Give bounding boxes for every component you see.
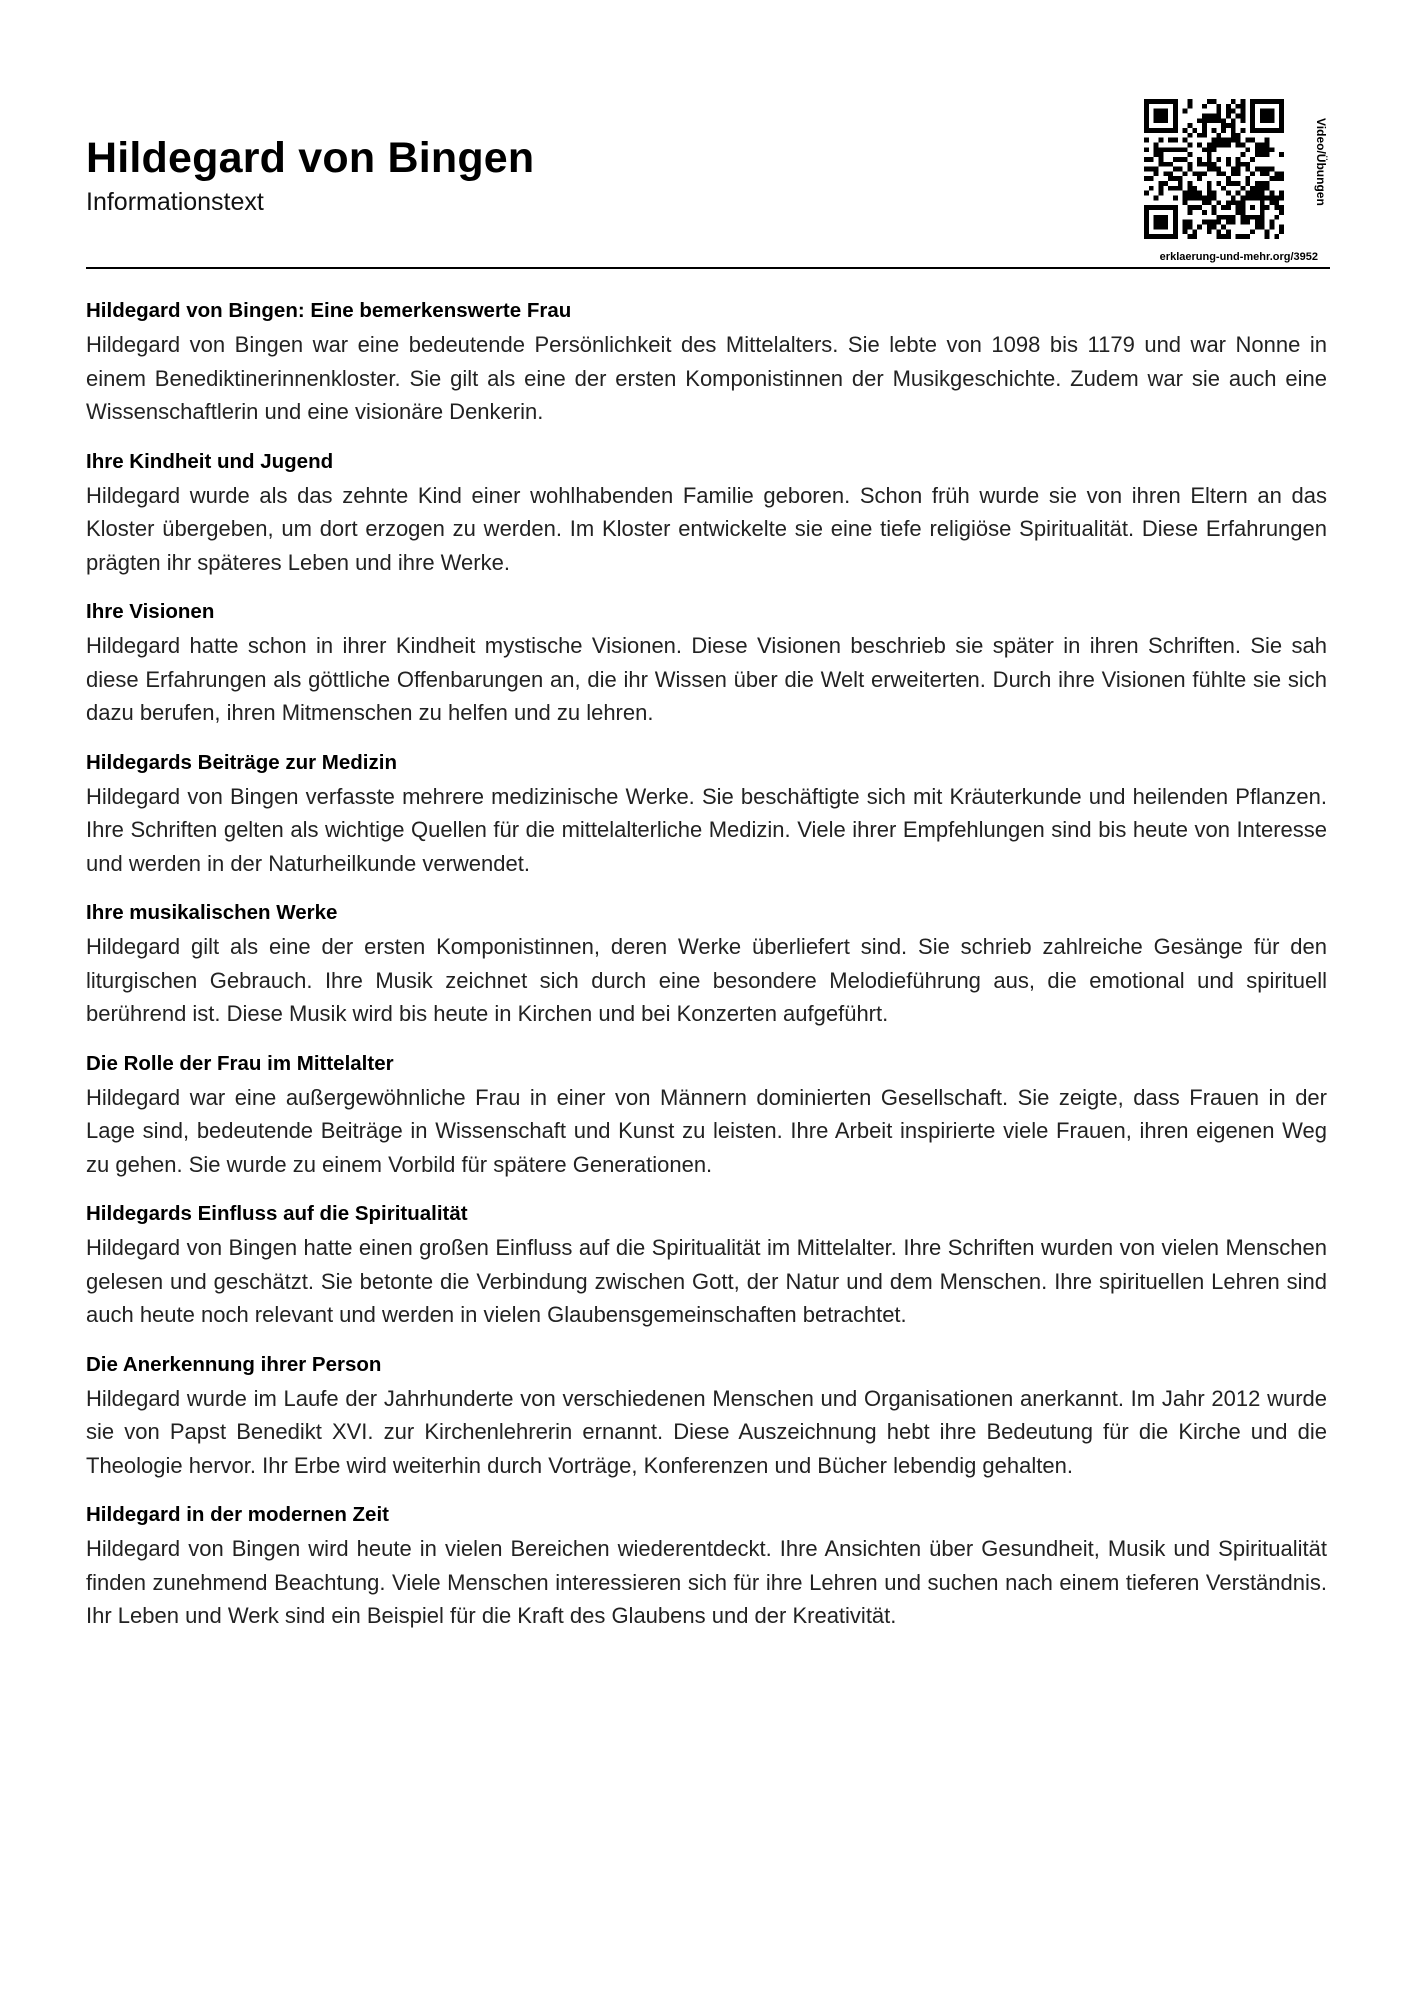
- section: [86, 445, 1327, 580]
- page-title: Hildegard von Bingen: [86, 134, 535, 182]
- section-text: Hildegard hatte schon in ihrer Kindheit mystische Visionen. Diese Visionen beschrieb sie später in ihren Schriften. Sie sah diese Erfahrungen als göttliche Offenbarungen an, die ihr Wissen über die Welt erweiterten. Durch ihre Visionen fühlte sie sich dazu berufen, ihren Mitmenschen zu helfen und zu lehren.: [86, 633, 1327, 725]
- section-heading: Die Rolle der Frau im Mittelalter: [86, 1051, 394, 1075]
- section: [86, 746, 1327, 881]
- section-heading: Ihre musikalischen Werke: [86, 901, 338, 924]
- section-text: Hildegard von Bingen hatte einen großen Einfluss auf die Spiritualität im Mittelalter. Ihre Schriften wurden von vielen Menschen gelesen und geschätzt. Sie betonte die Verbindung zwischen Gott, der Natur und dem Menschen. Ihre spirituellen Lehren sind auch heute noch relevant und werden in vielen Glaubensgemeinschaften betrachtet.: [86, 1235, 1327, 1327]
- section-text: Hildegard von Bingen wird heute in vielen Bereichen wiederentdeckt. Ihre Ansichten über Gesundheit, Musik und Spiritualität finden zunehmend Beachtung. Viele Menschen interessieren sich für ihre Lehren und suchen nach einem tieferen Verständnis. Ihr Leben und Werk sind ein Beispiel für die Kraft des Glaubens und der Kreativität.: [86, 1536, 1327, 1628]
- section-heading: Ihre Kindheit und Jugend: [86, 449, 334, 473]
- section: [86, 1197, 1327, 1332]
- section-text: Hildegard gilt als eine der ersten Komponistinnen, deren Werke überliefert sind. Sie schrieb zahlreiche Gesänge für den liturgischen Gebrauch. Ihre Musik zeichnet sich durch eine besondere Melodieführung aus, die emotional und spirituell berührend ist. Diese Musik wird bis heute in Kirchen und bei Konzerten aufgeführt.: [86, 934, 1327, 1026]
- section-heading: Hildegards Einfluss auf die Spiritualität: [86, 1202, 468, 1225]
- section: [86, 896, 1327, 1031]
- section-text: Hildegard war eine außergewöhnliche Frau in einer von Männern dominierten Gesellschaft. Sie zeigte, dass Frauen in der Lage sind, bedeutende Beiträge in Wissenschaft und Kunst zu leisten. Ihre Arbeit inspirierte viele Frauen, ihren eigenen Weg zu gehen. Sie wurde zu einem Vorbild für spätere Generationen.: [86, 1084, 1327, 1177]
- header-divider: [86, 267, 1330, 269]
- section-text: Hildegard von Bingen war eine bedeutende Persönlichkeit des Mittelalters. Sie lebte von 1098 bis 1179 und war Nonne in einem Benediktinerinnenkloster. Sie gilt als eine der ersten Komponistinnen der Musikgeschichte. Zudem war sie auch eine Wissenschaftlerin und eine visionäre Denkerin.: [86, 332, 1327, 424]
- section-heading: Die Anerkennung ihrer Person: [86, 1352, 382, 1376]
- section-heading: Hildegards Beiträge zur Medizin: [86, 750, 397, 774]
- section: [86, 1348, 1327, 1483]
- section-heading: Hildegard von Bingen: Eine bemerkenswerte Frau: [86, 299, 572, 322]
- section-text: Hildegard wurde im Laufe der Jahrhunderte von verschiedenen Menschen und Organisationen anerkannt. Im Jahr 2012 wurde sie von Papst Benedikt XVI. zur Kirchenlehrerin ernannt. Diese Auszeichnung hebt ihre Bedeutung für die Kirche und die Theologie hervor. Ihr Erbe wird weiterhin durch Vorträge, Konferenzen und Bücher lebendig gehalten.: [86, 1385, 1327, 1478]
- section-text: Hildegard von Bingen verfasste mehrere medizinische Werke. Sie beschäftigte sich mit Kräuterkunde und heilenden Pflanzen. Ihre Schriften gelten als wichtige Quellen für die mittelalterliche Medizin. Viele ihrer Empfehlungen sind bis heute von Interesse und werden in der Naturheilkunde verwendet.: [86, 783, 1327, 876]
- section-text: Hildegard wurde als das zehnte Kind einer wohlhabenden Familie geboren. Schon früh wurde sie von ihren Eltern an das Kloster übergeben, um dort erzogen zu werden. Im Kloster entwickelte sie eine tiefe religiöse Spiritualität. Diese Erfahrungen prägten ihr späteres Leben und ihre Werke.: [86, 482, 1327, 575]
- article-body: [86, 294, 1327, 1649]
- section: [86, 595, 1327, 730]
- section: [86, 1047, 1327, 1182]
- video-exercises-label: Video/Übungen: [1314, 118, 1328, 206]
- section-heading: Hildegard in der modernen Zeit: [86, 1503, 389, 1526]
- source-url[interactable]: erklaerung-und-mehr.org/3952: [1159, 251, 1318, 263]
- section-heading: Ihre Visionen: [86, 600, 215, 623]
- page-subtitle: Informationstext: [86, 188, 264, 216]
- section: [86, 1498, 1327, 1633]
- section: [86, 294, 1327, 429]
- qr-code-icon[interactable]: [1144, 99, 1284, 239]
